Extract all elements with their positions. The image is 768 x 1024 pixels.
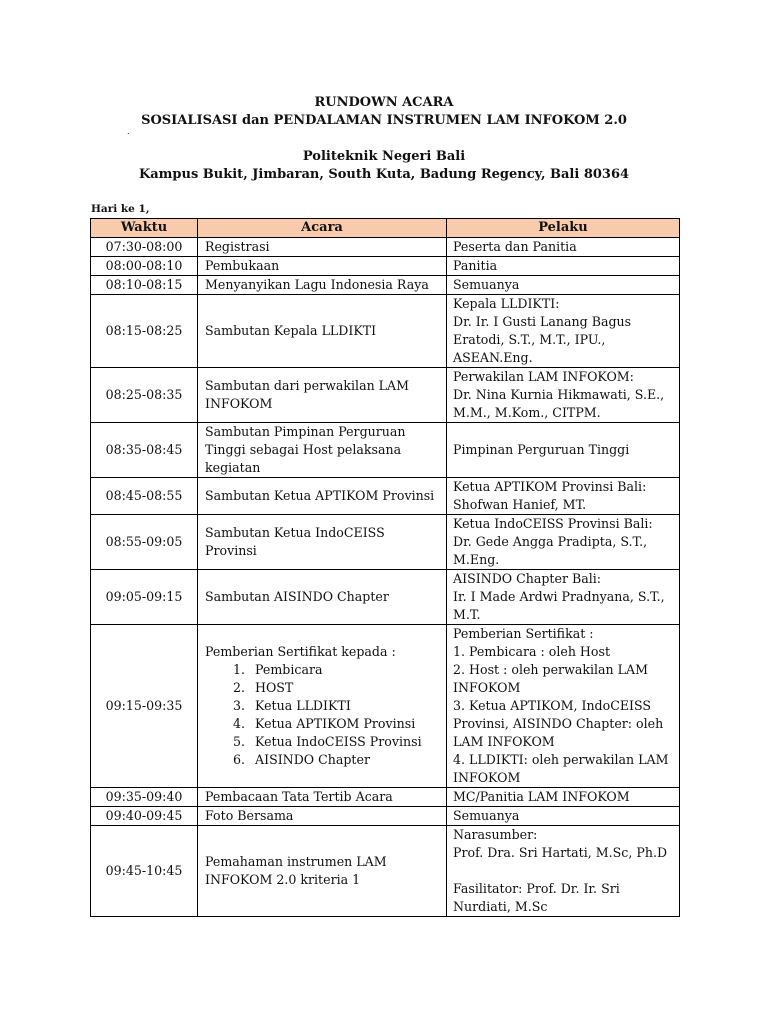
column-header-actor: Pelaku <box>447 219 680 238</box>
actor-line: Prof. Dra. Sri Hartati, M.Sc, Ph.D <box>453 845 668 860</box>
institution-address: Kampus Bukit, Jimbaran, South Kuta, Badung Regency, Bali 80364 <box>138 167 630 182</box>
time-cell: 08:35-08:45 <box>91 423 198 478</box>
actor-line: 1. Pembicara : oleh Host <box>453 644 611 659</box>
actor-cell <box>447 478 680 515</box>
time-cell: 09:45-10:45 <box>91 826 198 917</box>
event-cell: Sambutan dari perwakilan LAM INFOKOM <box>198 368 447 423</box>
table-row <box>91 515 680 570</box>
blank-line <box>453 862 673 880</box>
event-cell: Sambutan AISINDO Chapter <box>198 570 447 625</box>
event-cell: Menyanyikan Lagu Indonesia Raya <box>198 276 447 295</box>
list-item: 2. HOST <box>249 679 440 697</box>
actor-cell <box>447 625 680 788</box>
event-cell: Sambutan Ketua IndoCEISS Provinsi <box>198 515 447 570</box>
actor-line: Kepala LLDIKTI: <box>453 296 560 311</box>
stray-mark: . <box>127 127 130 136</box>
table-row <box>91 238 680 257</box>
actor-cell <box>447 515 680 570</box>
table-row <box>91 276 680 295</box>
actor-line: Ketua IndoCEISS Provinsi Bali: <box>453 516 653 531</box>
actor-cell <box>447 295 680 368</box>
event-line: Pemberian Sertifikat kepada : <box>205 644 396 659</box>
actor-line: Shofwan Hanief, MT. <box>453 497 587 512</box>
event-cell: Registrasi <box>198 238 447 257</box>
actor-cell: Panitia <box>447 257 680 276</box>
list-item: 6. AISINDO Chapter <box>249 751 440 769</box>
time-cell: 08:10-08:15 <box>91 276 198 295</box>
actor-cell: Semuanya <box>447 807 680 826</box>
table-row <box>91 478 680 515</box>
list-item: 1. Pembicara <box>249 661 440 679</box>
table-row <box>91 257 680 276</box>
event-cell: Sambutan Ketua APTIKOM Provinsi <box>198 478 447 515</box>
event-cell: Pembukaan <box>198 257 447 276</box>
table-row <box>91 570 680 625</box>
time-cell: 07:30-08:00 <box>91 238 198 257</box>
table-row <box>91 295 680 368</box>
table-row <box>91 423 680 478</box>
time-cell: 09:05-09:15 <box>91 570 198 625</box>
actor-line: Perwakilan LAM INFOKOM: <box>453 369 634 384</box>
actor-line: Dr. Ir. I Gusti Lanang Bagus Eratodi, S.T., M.T., IPU., ASEAN.Eng. <box>453 314 632 365</box>
actor-line: Pemberian Sertifikat : <box>453 626 594 641</box>
actor-cell: Peserta dan Panitia <box>447 238 680 257</box>
column-header-time: Waktu <box>91 219 198 238</box>
actor-cell <box>447 368 680 423</box>
time-cell: 08:55-09:05 <box>91 515 198 570</box>
time-cell: 08:25-08:35 <box>91 368 198 423</box>
day-label: Hari ke 1, <box>91 203 150 215</box>
actor-line: Ir. I Made Ardwi Pradnyana, S.T., M.T. <box>453 589 665 622</box>
actor-cell: Pimpinan Perguruan Tinggi <box>447 423 680 478</box>
time-cell: 09:35-09:40 <box>91 788 198 807</box>
event-cell <box>198 625 447 788</box>
actor-line: Dr. Gede Angga Pradipta, S.T., M.Eng. <box>453 534 648 567</box>
actor-line: Fasilitator: Prof. Dr. Ir. Sri Nurdiati, M.Sc <box>453 881 620 914</box>
actor-cell <box>447 570 680 625</box>
actor-line: Dr. Nina Kurnia Hikmawati, S.E., M.M., M.Kom., CITPM. <box>453 387 665 420</box>
document-title: RUNDOWN ACARA <box>314 95 454 110</box>
time-cell: 09:40-09:45 <box>91 807 198 826</box>
document-subtitle: SOSIALISASI dan PENDALAMAN INSTRUMEN LAM INFOKOM 2.0 <box>141 113 627 128</box>
event-cell: Sambutan Kepala LLDIKTI <box>198 295 447 368</box>
time-cell: 08:15-08:25 <box>91 295 198 368</box>
institution-name: Politeknik Negeri Bali <box>302 149 466 164</box>
table-row <box>91 826 680 917</box>
actor-line: Narasumber: <box>453 827 538 842</box>
actor-line: 2. Host : oleh perwakilan LAM INFOKOM <box>453 662 649 695</box>
actor-cell: MC/Panitia LAM INFOKOM <box>447 788 680 807</box>
list-item: 3. Ketua LLDIKTI <box>249 697 440 715</box>
column-header-event: Acara <box>198 219 447 238</box>
list-item: 5. Ketua IndoCEISS Provinsi <box>249 733 440 751</box>
rundown-table <box>90 218 680 917</box>
certificate-recipient-list <box>205 661 440 769</box>
table-row <box>91 788 680 807</box>
actor-line: 3. Ketua APTIKOM, IndoCEISS Provinsi, AISINDO Chapter: oleh LAM INFOKOM <box>453 698 664 749</box>
table-row <box>91 368 680 423</box>
time-cell: 09:15-09:35 <box>91 625 198 788</box>
time-cell: 08:00-08:10 <box>91 257 198 276</box>
event-cell: Pemahaman instrumen LAM INFOKOM 2.0 kriteria 1 <box>198 826 447 917</box>
table-header-row <box>91 219 680 238</box>
event-cell: Foto Bersama <box>198 807 447 826</box>
actor-line: Ketua APTIKOM Provinsi Bali: <box>453 479 647 494</box>
actor-line: AISINDO Chapter Bali: <box>453 571 602 586</box>
table-row <box>91 625 680 788</box>
actor-cell: Semuanya <box>447 276 680 295</box>
list-item: 4. Ketua APTIKOM Provinsi <box>249 715 440 733</box>
actor-line: 4. LLDIKTI: oleh perwakilan LAM INFOKOM <box>453 752 669 785</box>
event-cell: Sambutan Pimpinan Perguruan Tinggi sebagai Host pelaksana kegiatan <box>198 423 447 478</box>
actor-cell <box>447 826 680 917</box>
event-cell: Pembacaan Tata Tertib Acara <box>198 788 447 807</box>
time-cell: 08:45-08:55 <box>91 478 198 515</box>
table-row <box>91 807 680 826</box>
